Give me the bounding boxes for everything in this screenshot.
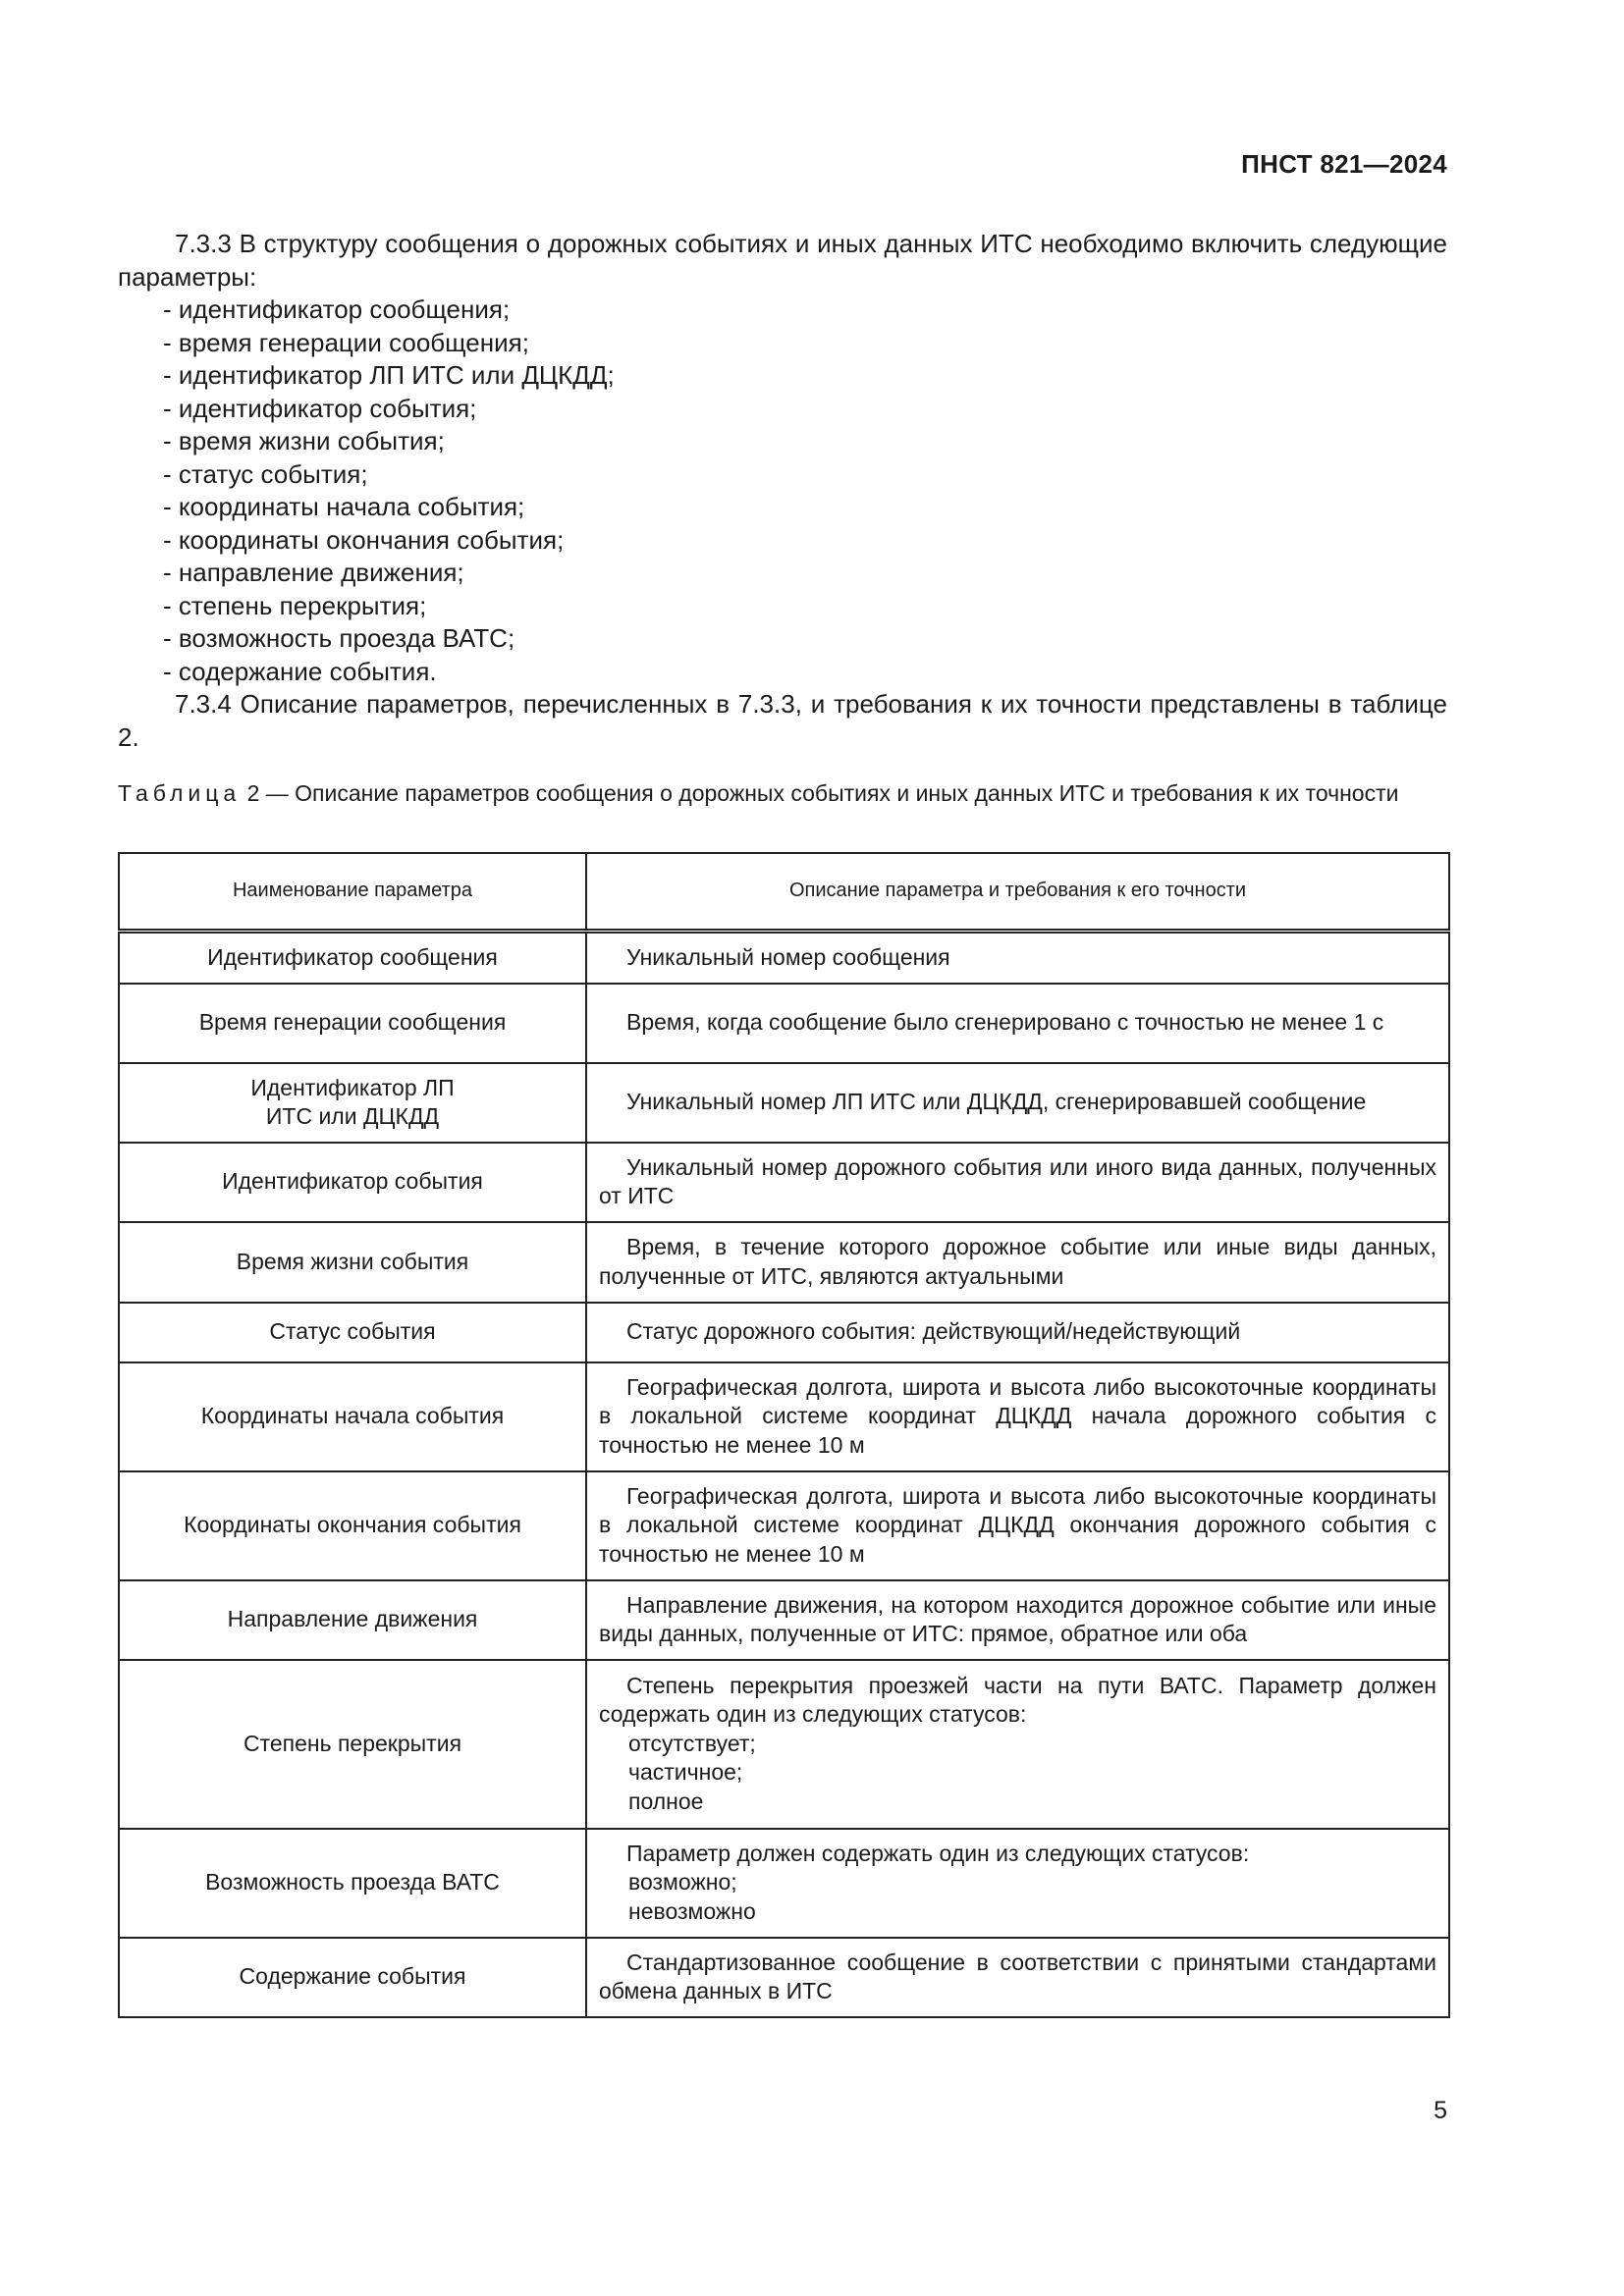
- document-code: ПНСТ 821—2024: [1241, 149, 1447, 179]
- list-item: - координаты окончания события;: [163, 524, 565, 555]
- parameter-name: Направление движения: [119, 1580, 586, 1660]
- parameter-description: [586, 1063, 1449, 1143]
- column-header-name: Наименование параметра: [119, 853, 586, 932]
- parameter-name: Координаты окончания события: [119, 1471, 586, 1580]
- description-line: Географическая долгота, широта и высота либо высокоточные координаты в локальной системе координат ДЦКДД окончания дорожного события с точностью не менее 10 м: [599, 1482, 1436, 1567]
- parameter-name: Идентификатор события: [119, 1143, 586, 1222]
- table-header-row: [119, 853, 1449, 932]
- parameter-name: [119, 1063, 586, 1143]
- parameter-name: Содержание события: [119, 1938, 586, 2017]
- status-option: невозможно: [628, 1897, 756, 1924]
- parameter-description: [586, 1362, 1449, 1471]
- parameters-table: [118, 852, 1450, 2018]
- list-item: - направление движения;: [163, 558, 464, 587]
- list-item: - время жизни события;: [163, 426, 445, 455]
- description-line: Степень перекрытия проезжей части на пути ВАТС. Параметр должен содержать один из следующих статусов:: [599, 1672, 1436, 1728]
- parameter-name: Степень перекрытия: [119, 1660, 586, 1829]
- parameter-description: [586, 1222, 1449, 1303]
- table-caption-label: Таблица: [118, 780, 242, 806]
- parameter-description: [586, 1660, 1449, 1829]
- section-7-3-3: [118, 228, 1447, 754]
- parameter-description: [586, 1829, 1449, 1938]
- parameter-description: [586, 1580, 1449, 1660]
- description-line: Уникальный номер сообщения: [626, 944, 950, 970]
- table-row: [119, 984, 1449, 1063]
- description-line: Время, в течение которого дорожное событие или иные виды данных, полученные от ИТС, являются актуальными: [599, 1234, 1436, 1289]
- parameter-description: [586, 1143, 1449, 1222]
- table-caption-text: 2 — Описание параметров сообщения о дорожных событиях и иных данных ИТС и требования к их точности: [246, 780, 1399, 806]
- section-7-3-3-intro: 7.3.3 В структуру сообщения о дорожных событиях и иных данных ИТС необходимо включить следующие параметры:: [118, 229, 1447, 292]
- parameter-name: Идентификатор сообщения: [119, 932, 586, 984]
- list-item: - содержание события.: [163, 656, 437, 686]
- table-row: [119, 1063, 1449, 1143]
- table-row: [119, 1303, 1449, 1362]
- parameter-name: Статус события: [119, 1303, 586, 1362]
- description-line: Стандартизованное сообщение в соответствии с принятыми стандартами обмена данных в ИТС: [599, 1949, 1436, 2003]
- list-item: - идентификатор сообщения;: [163, 294, 511, 324]
- parameter-name: Возможность проезда ВАТС: [119, 1829, 586, 1938]
- description-line: Уникальный номер ЛП ИТС или ДЦКДД, сгенерировавшей сообщение: [626, 1089, 1367, 1115]
- list-item: - идентификатор события;: [163, 393, 477, 423]
- parameter-description: [586, 932, 1449, 984]
- description-line: Уникальный номер дорожного события или иного вида данных, полученных от ИТС: [599, 1153, 1436, 1208]
- parameter-name-text: Идентификатор ЛП ИТС или ДЦКДД: [250, 1074, 455, 1129]
- parameter-name: Время генерации сообщения: [119, 984, 586, 1063]
- description-line: Географическая долгота, широта и высота либо высокоточные координаты в локальной системе координат ДЦКДД начала дорожного события с точностью не менее 10 м: [599, 1373, 1436, 1458]
- parameter-name: Время жизни события: [119, 1222, 586, 1303]
- table-row: [119, 932, 1449, 984]
- table-row: [119, 1660, 1449, 1829]
- parameter-description: [586, 984, 1449, 1063]
- column-header-description: Описание параметра и требования к его точности: [586, 853, 1449, 932]
- section-7-3-4: 7.3.4 Описание параметров, перечисленных в 7.3.3, и требования к их точности представлены в таблице 2.: [118, 689, 1447, 752]
- description-line: Параметр должен содержать один из следующих статусов:: [626, 1840, 1250, 1866]
- list-item: - статус события;: [163, 458, 368, 489]
- table-row: [119, 1143, 1449, 1222]
- list-item: - возможность проезда ВАТС;: [163, 623, 515, 653]
- status-option: полное: [628, 1788, 704, 1814]
- status-option: частичное;: [628, 1759, 743, 1786]
- parameter-description: [586, 1303, 1449, 1362]
- table-row: [119, 1471, 1449, 1580]
- status-option: отсутствует;: [628, 1730, 756, 1756]
- parameter-name: Координаты начала события: [119, 1362, 586, 1471]
- list-item: - координаты начала события;: [163, 492, 525, 521]
- table-row: [119, 1938, 1449, 2017]
- list-item: - время генерации сообщения;: [163, 327, 529, 357]
- status-option: возможно;: [628, 1869, 737, 1896]
- description-line: Направление движения, на котором находится дорожное событие или иные виды данных, полученные от ИТС: прямое, обратное или оба: [599, 1591, 1436, 1646]
- table-row: [119, 1222, 1449, 1303]
- page-number: 5: [1434, 2097, 1447, 2124]
- list-item: - степень перекрытия;: [163, 590, 427, 620]
- parameter-description: [586, 1938, 1449, 2017]
- parameter-description: [586, 1471, 1449, 1580]
- parameter-list: [118, 294, 1447, 688]
- description-line: Статус дорожного события: действующий/недействующий: [626, 1318, 1241, 1345]
- list-item: - идентификатор ЛП ИТС или ДЦКДД;: [163, 360, 615, 390]
- table-caption: [118, 778, 1447, 808]
- description-line: Время, когда сообщение было сгенерировано с точностью не менее 1 с: [626, 1009, 1384, 1036]
- table-row: [119, 1829, 1449, 1938]
- table-row: [119, 1362, 1449, 1471]
- table-row: [119, 1580, 1449, 1660]
